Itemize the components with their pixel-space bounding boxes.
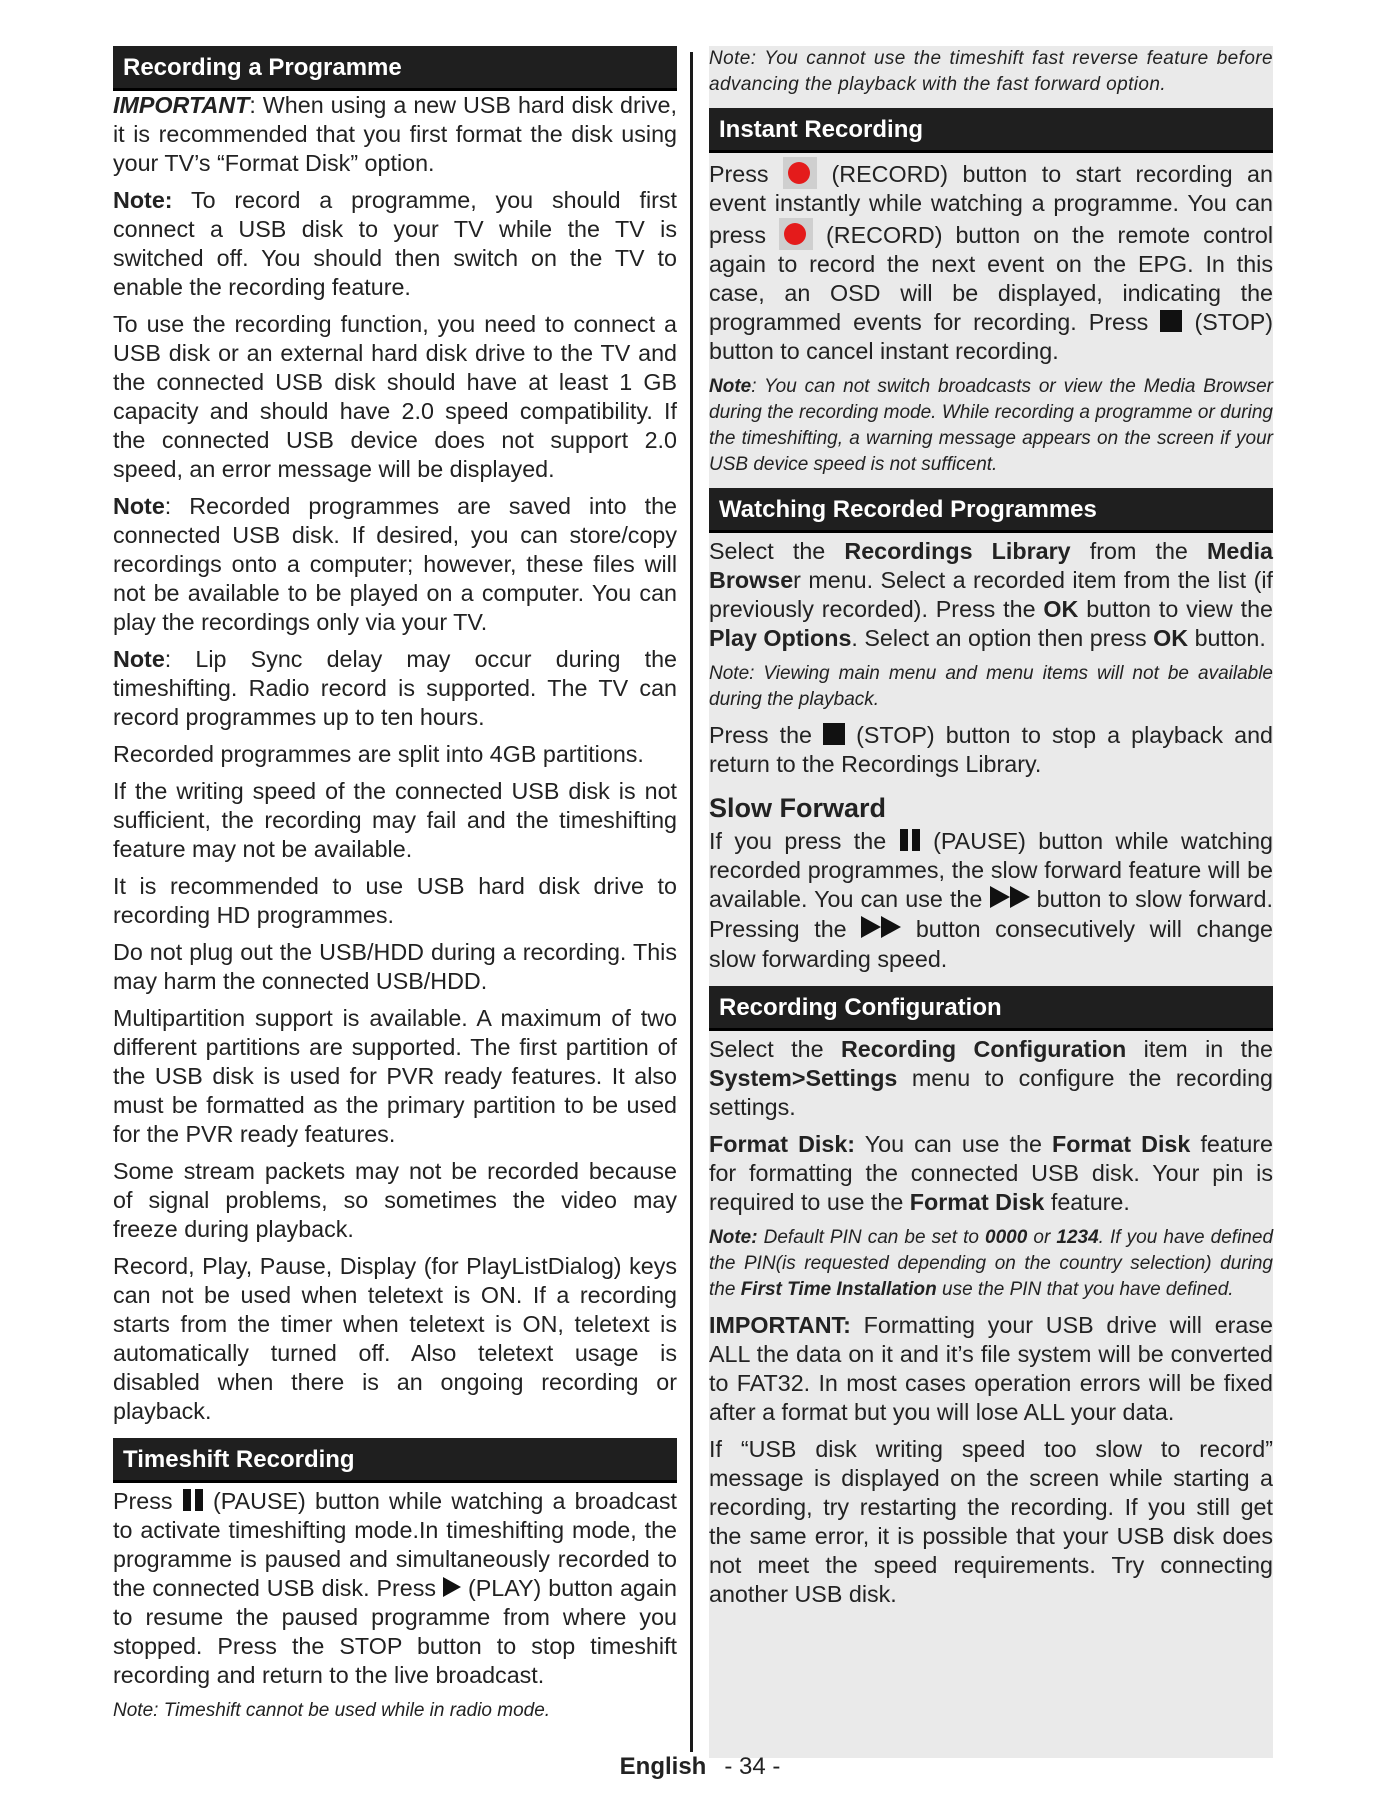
paragraph-instant: Press (RECORD) button to start recording an event instantly while watching a programme. You can press (RECORD) button on the remote control again to record the next event on the EPG. In this case, an OSD will be displayed, indicating the programmed events for recording. Press (STOP) button to cancel instant recording. — [709, 157, 1273, 366]
paragraph-plug-out: Do not plug out the USB/HDD during a recording. This may harm the connected USB/HDD. — [113, 939, 677, 994]
paragraph-important: IMPORTANT: When using a new USB hard disk drive, it is recommended that you first format the disk using your TV’s “Format Disk” option. — [113, 92, 677, 176]
note-timeshift-radio: Note: Timeshift cannot be used while in radio mode. — [113, 1700, 551, 1721]
page-footer — [0, 1753, 1400, 1781]
paragraph-partitions: Recorded programmes are split into 4GB partitions. — [113, 741, 644, 767]
pause-icon — [182, 1489, 204, 1511]
paragraph-multipartition: Multipartition support is available. A maximum of two different partitions are supported. The first partition of the USB disk is used for PVR ready features. It also must be formatted as the primary partition to be used for the PVR ready features. — [113, 1005, 677, 1147]
paragraph-usb-speed: If “USB disk writing speed too slow to record” message is displayed on the screen while starting a recording, try restarting the recording. If you still get the same error, it is possible that your USB disk does not meet the speed requirements. Try connecting another USB disk. — [709, 1436, 1273, 1607]
record-icon — [779, 218, 813, 250]
left-column — [113, 46, 677, 1724]
note-instant: Note: You can not switch broadcasts or view the Media Browser during the recording mode. While recording a programme or during the timeshifting, a warning message appears on the screen if your USB device speed is not sufficent. — [709, 376, 1273, 475]
paragraph-stop-playback: Press the (STOP) button to stop a playback and return to the Recordings Library. — [709, 722, 1273, 777]
paragraph-recording-function: To use the recording function, you need to connect a USB disk or an external hard disk drive to the TV and the connected USB disk should have at least 1 GB capacity and should have 2.0 speed compatibility. If the connected USB device does not support 2.0 speed, an error message will be displayed. — [113, 311, 677, 482]
right-column — [709, 46, 1273, 1609]
paragraph-note-lipsync: Note: Lip Sync delay may occur during the timeshifting. Radio record is supported. The TV can record programmes up to ten hours. — [113, 646, 677, 730]
paragraph-note-saved: Note: Recorded programmes are saved into the connected USB disk. If desired, you can store/copy recordings onto a computer; however, these files will not be available to be played on a computer. You can play the recordings only via your TV. — [113, 493, 677, 635]
section-header-config: Recording Configuration — [709, 986, 1273, 1031]
section-header-recording: Recording a Programme — [113, 46, 677, 91]
paragraph-note-usb: Note: To record a programme, you should first connect a USB disk to your TV while the TV is switched off. You should then switch on the TV to enable the recording feature. — [113, 187, 677, 300]
paragraph-important-format: IMPORTANT: Formatting your USB drive will erase ALL the data on it and it’s file system will be converted to FAT32. In most cases operation errors will be fixed after a format but you will lose ALL your data. — [709, 1312, 1273, 1425]
note-watching: Note: Viewing main menu and menu items will not be available during the playback. — [709, 663, 1273, 710]
section-header-instant: Instant Recording — [709, 108, 1273, 153]
fast-forward-icon — [990, 886, 1030, 915]
paragraph-config: Select the Recording Configuration item in the System>Settings menu to configure the recording settings. — [709, 1036, 1273, 1120]
page-number: - 34 - — [724, 1753, 781, 1780]
stop-icon — [823, 723, 845, 745]
slow-forward-heading: Slow Forward — [709, 793, 887, 823]
paragraph-watching: Select the Recordings Library from the Media Browser menu. Select a recorded item from the list (if previously recorded). Press the OK button to view the Play Options. Select an option then press OK button. — [709, 538, 1273, 651]
paragraph-writing-speed: If the writing speed of the connected USB disk is not sufficient, the recording may fail and the timeshifting feature may not be available. — [113, 778, 677, 862]
section-header-watching: Watching Recorded Programmes — [709, 488, 1273, 533]
paragraph-slow-forward: If you press the (PAUSE) button while watching recorded programmes, the slow forward feature will be available. You can use the button to slow forward. Pressing the button consecutively will change slow forwarding speed. — [709, 828, 1273, 972]
stop-icon — [1160, 310, 1182, 332]
play-icon — [443, 1577, 461, 1597]
pause-icon — [899, 829, 921, 851]
section-header-timeshift: Timeshift Recording — [113, 1438, 677, 1483]
paragraph-format-disk: Format Disk: You can use the Format Disk feature for formatting the connected USB disk. Your pin is required to use the Format Disk feature. — [709, 1131, 1273, 1215]
footer-language: English — [619, 1753, 707, 1780]
paragraph-stream-packets: Some stream packets may not be recorded because of signal problems, so sometimes the video may freeze during playback. — [113, 1158, 677, 1242]
note-pin: Note: Default PIN can be set to 0000 or 1234. If you have defined the PIN(is requested depending on the country selection) during the First Time Installation use the PIN that you have defined. — [709, 1227, 1274, 1300]
fast-forward-icon — [861, 916, 901, 945]
record-icon — [783, 157, 817, 189]
note-fast-reverse: Note: You cannot use the timeshift fast reverse feature before advancing the playback with the fast forward option. — [709, 48, 1273, 95]
column-divider — [690, 52, 693, 1752]
paragraph-teletext: Record, Play, Pause, Display (for PlayListDialog) keys can not be used when teletext is ON. If a recording starts from the timer when teletext is ON, teletext is automatically turned off. Also teletext usage is disabled when there is an ongoing recording or playback. — [113, 1253, 677, 1424]
paragraph-timeshift: Press (PAUSE) button while watching a broadcast to activate timeshifting mode.In timeshifting mode, the programme is paused and simultaneously recorded to the connected USB disk. Press (PLAY) button again to resume the paused programme from where you stopped. Press the STOP button to stop timeshift recording and return to the live broadcast. — [113, 1488, 677, 1688]
paragraph-hd: It is recommended to use USB hard disk drive to recording HD programmes. — [113, 873, 677, 928]
